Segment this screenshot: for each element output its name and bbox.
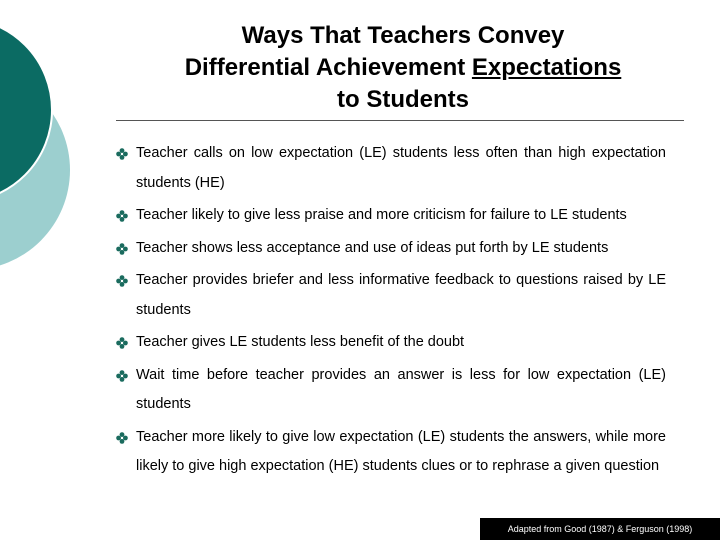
decorative-circles — [0, 0, 110, 300]
bullet-item — [116, 201, 666, 231]
diamond-bullet-icon — [116, 210, 128, 222]
diamond-bullet-icon — [116, 432, 128, 444]
title-divider — [116, 120, 684, 121]
diamond-bullet-icon — [116, 243, 128, 255]
source-citation: Adapted from Good (1987) & Ferguson (1998) — [480, 518, 720, 540]
diamond-bullet-icon — [116, 337, 128, 349]
bullet-item — [116, 361, 666, 420]
bullet-text: Teacher likely to give less praise and more criticism for failure to LE students — [136, 207, 627, 223]
bullet-text: Teacher more likely to give low expectation (LE) students the answers, while more likely to give high expectation (HE) students clues or to rephrase a given question — [136, 428, 666, 474]
diamond-bullet-icon — [116, 148, 128, 160]
bullet-text: Wait time before teacher provides an answer is less for low expectation (LE) students — [136, 366, 666, 412]
title-line-1: Ways That Teachers Convey — [241, 22, 565, 49]
bullet-item — [116, 423, 666, 482]
bullet-text: Teacher provides briefer and less informative feedback to questions raised by LE students — [136, 272, 666, 318]
bullet-text: Teacher gives LE students less benefit of the doubt — [136, 334, 465, 350]
diamond-bullet-icon — [116, 275, 128, 287]
bullet-item — [116, 266, 666, 325]
title-line-2 — [118, 52, 688, 84]
bullet-list — [116, 139, 666, 485]
bullet-item — [116, 328, 666, 358]
bullet-item — [116, 234, 666, 264]
slide-title — [118, 20, 688, 116]
title-line-2-prefix: Differential Achievement — [184, 54, 472, 81]
title-underlined-word: Expectations — [471, 54, 622, 81]
title-line-3: to Students — [337, 86, 469, 113]
bullet-text: Teacher shows less acceptance and use of ideas put forth by LE students — [136, 239, 609, 256]
bullet-item — [116, 139, 666, 198]
diamond-bullet-icon — [116, 370, 128, 382]
bullet-text: Teacher calls on low expectation (LE) students less often than high expectation students (HE) — [136, 145, 666, 191]
